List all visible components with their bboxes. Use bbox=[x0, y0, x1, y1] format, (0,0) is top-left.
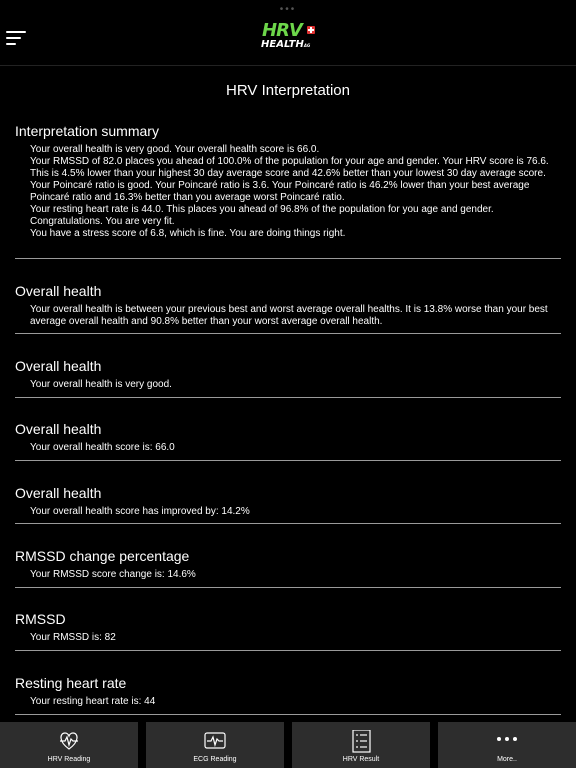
tab-hrv-reading[interactable] bbox=[0, 722, 138, 768]
tab-ecg-reading[interactable] bbox=[146, 722, 284, 768]
section-body bbox=[30, 442, 555, 454]
section-body bbox=[30, 506, 555, 518]
summary-line: Your resting heart rate is 44.0. This places you ahead of 96.8% of the population for you age and gender. Congratulations. You are very fit. bbox=[30, 204, 494, 227]
section-title: Overall health bbox=[15, 421, 102, 437]
tab-more[interactable] bbox=[438, 722, 576, 768]
summary-line: Your overall health is very good. Your overall health score is 66.0. bbox=[30, 144, 320, 155]
heart-pulse-icon bbox=[0, 730, 138, 750]
section-body bbox=[30, 632, 555, 644]
window-handle-dots: ••• bbox=[279, 4, 297, 15]
section-title: Resting heart rate bbox=[15, 675, 127, 691]
tab-label: HRV Result bbox=[342, 756, 380, 763]
page-title: HRV Interpretation bbox=[226, 82, 350, 99]
tab-label: ECG Reading bbox=[193, 756, 237, 763]
section-overall-health-score bbox=[15, 421, 561, 461]
section-title: RMSSD change percentage bbox=[15, 548, 190, 564]
section-overall-health-status bbox=[15, 358, 561, 398]
section-overall-health-comparison bbox=[15, 283, 561, 334]
tab-hrv-result[interactable] bbox=[292, 722, 430, 768]
more-icon bbox=[438, 730, 576, 750]
section-resting-heart-rate bbox=[15, 675, 561, 715]
section-body bbox=[30, 144, 555, 240]
section-title: Interpretation summary bbox=[15, 123, 159, 139]
section-title: Overall health bbox=[15, 485, 102, 501]
logo-health-text: HEALTHAG bbox=[261, 39, 311, 50]
section-title: RMSSD bbox=[15, 611, 66, 627]
section-body bbox=[30, 379, 555, 391]
summary-line: Your Poincaré ratio is good. Your Poincaré ratio is 3.6. Your Poincaré ratio is 46.2% lower than your best average Poincaré ratio and 16.3% better than you average worst Poincaré ratio. bbox=[30, 180, 530, 203]
section-text: Your overall health score has improved by: 14.2% bbox=[30, 506, 250, 517]
section-rmssd-change bbox=[15, 548, 561, 588]
section-text: Your RMSSD score change is: 14.6% bbox=[30, 569, 196, 580]
tab-label: More.. bbox=[497, 756, 517, 763]
section-body bbox=[30, 696, 555, 708]
section-body bbox=[30, 569, 555, 581]
logo-hrv-text: HRV bbox=[262, 20, 302, 41]
list-icon bbox=[292, 730, 430, 750]
bottom-tab-bar bbox=[0, 722, 576, 768]
summary-line: You have a stress score of 6.8, which is fine. You are doing things right. bbox=[30, 228, 346, 239]
section-body bbox=[30, 304, 555, 328]
section-text: Your RMSSD is: 82 bbox=[30, 632, 116, 643]
section-text: Your resting heart rate is: 44 bbox=[30, 696, 156, 707]
section-title: Overall health bbox=[15, 283, 102, 299]
summary-line: Your RMSSD of 82.0 places you ahead of 100.0% of the population for your age and gender. Your HRV score is 76.6. This is 4.5% lower than your highest 30 day average score and 42.6% better than your lowest 30 day average score. bbox=[30, 156, 549, 179]
section-text: Your overall health is very good. bbox=[30, 379, 172, 390]
section-rmssd bbox=[15, 611, 561, 651]
ecg-icon bbox=[146, 730, 284, 750]
section-interpretation-summary bbox=[15, 123, 561, 259]
section-text: Your overall health is between your previous best and worst average overall healths. It is 13.8% worse than your best average overall health and 90.8% better than your worst average overall health. bbox=[30, 304, 548, 327]
section-title: Overall health bbox=[15, 358, 102, 374]
section-overall-health-improvement bbox=[15, 485, 561, 524]
tab-label: HRV Reading bbox=[47, 756, 91, 763]
section-text: Your overall health score is: 66.0 bbox=[30, 442, 175, 453]
